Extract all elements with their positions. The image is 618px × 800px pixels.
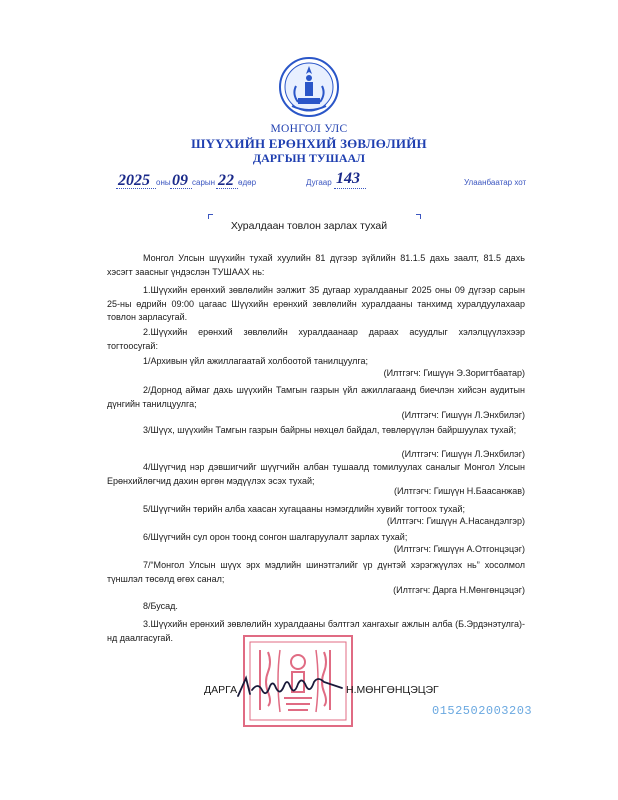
header-country: МОНГОЛ УЛС xyxy=(270,123,348,135)
title-corner-left xyxy=(208,214,213,219)
agenda-item-2: 2/Дорнод аймаг дахь шүүхийн Тамгын газрын үйл ажиллагаанд биечлэн хийсэн аудитын дүнгийн танилцуулга; xyxy=(107,385,525,409)
agenda-presenter-4: (Илтгэгч: Гишүүн Н.Баасанжав) xyxy=(394,486,525,496)
header-order: ДАРГЫН ТУШААЛ xyxy=(252,151,366,165)
paragraph-2: 2.Шүүхийн ерөнхий зөвлөлийн хуралдаанаар дараах асуудлыг хэлэлцүүлэхээр тогтоосугай: xyxy=(107,327,525,351)
agenda-presenter-5: (Илтгэгч: Гишүүн А.Насандэлгэр) xyxy=(386,516,525,526)
dateline xyxy=(0,170,618,194)
agenda-item-6: 6/Шүүгчийн сул орон тоонд сонгон шалгаруулалт зарлах тухай; xyxy=(143,532,408,542)
signature-title: ДАРГА xyxy=(204,684,238,696)
document-serial-number: 0152502003203 xyxy=(432,704,533,718)
date-year: 2025 xyxy=(118,172,150,189)
date-month-suffix: сарын xyxy=(192,178,216,187)
agenda-item-5: 5/Шүүгчийн төрийн алба хаасан хугацааны нэмэгдлийн хувийг тогтоох тухай; xyxy=(143,504,465,514)
paragraph-1: 1.Шүүхийн ерөнхий зөвлөлийн ээлжит 35 дугаар хуралдааныг 2025 оны 09 дүгээр сарын 25-ны өдрийн 09:00 цагаас Шүүхийн ерөнхий зөвлөлийн хуралдааны танхимд хуралдуулахаар товлон зарласугай. xyxy=(107,285,525,322)
agenda-presenter-7: (Илтгэгч: Дарга Н.Мөнгөнцэцэг) xyxy=(393,585,525,595)
date-year-suffix: оны xyxy=(156,178,171,187)
agenda-presenter-1: (Илтгэгч: Гишүүн Э.Зоригтбаатар) xyxy=(383,368,525,378)
date-month: 09 xyxy=(172,172,188,189)
paragraph-3: 3.Шүүхийн ерөнхий зөвлөлийн хуралдааны бэлтгэл хангахыг ажлын алба (Б.Эрдэнэтулга)-нд даалгасугай. xyxy=(107,619,525,643)
number-label: Дугаар xyxy=(306,178,332,187)
date-day-suffix: өдөр xyxy=(238,178,257,187)
agenda-item-4: 4/Шүүгчид нэр дэвшигчийг шүүгчийн албан тушаалд томилуулах саналыг Монгол Улсын Ерөнхийлөгчид дахин өргөн мэдүүлэх эсэх тухай; xyxy=(107,462,525,486)
agenda-item-7: 7/“Монгол Улсын шүүх эрх мэдлийн шинэтгэлийг үр дүнтэй хэрэгжүүлэх нь” хосолмол түншлэл төсөлд өгөх санал; xyxy=(107,560,525,584)
order-number: 143 xyxy=(336,170,360,187)
state-emblem-icon xyxy=(278,56,340,118)
date-day: 22 xyxy=(218,172,234,189)
agenda-presenter-2: (Илтгэгч: Гишүүн Л.Энхбилэг) xyxy=(401,410,525,420)
document-title: Хуралдаан товлон зарлах тухай xyxy=(230,220,388,232)
agenda-presenter-3: (Илтгэгч: Гишүүн Л.Энхбилэг) xyxy=(401,449,525,459)
preamble: Монгол Улсын шүүхийн тухай хуулийн 81 дүгээр зүйлийн 81.1.5 дахь заалт, 81.5 дахь хэсэгт заасныг үндэслэн ТУШААХ нь: xyxy=(107,253,525,277)
title-corner-right xyxy=(416,214,421,219)
signature-name: Н.МӨНГӨНЦЭЦЭГ xyxy=(346,684,439,696)
agenda-item-3: 3/Шүүх, шүүхийн Тамгын газрын байрны нөхцөл байдал, төвлөрүүлэн байршуулах тухай; xyxy=(143,425,517,435)
city: Улаанбаатар хот xyxy=(464,178,527,187)
agenda-presenter-6: (Илтгэгч: Гишүүн А.Отгонцэцэг) xyxy=(393,544,525,554)
handwritten-signature xyxy=(232,672,352,702)
header-council: ШҮҮХИЙН ЕРӨНХИЙ ЗӨВЛӨЛИЙН xyxy=(191,136,427,151)
agenda-item-8: 8/Бусад. xyxy=(143,601,178,611)
agenda-item-1: 1/Архивын үйл ажиллагаатай холбоотой танилцуулга; xyxy=(143,356,369,366)
